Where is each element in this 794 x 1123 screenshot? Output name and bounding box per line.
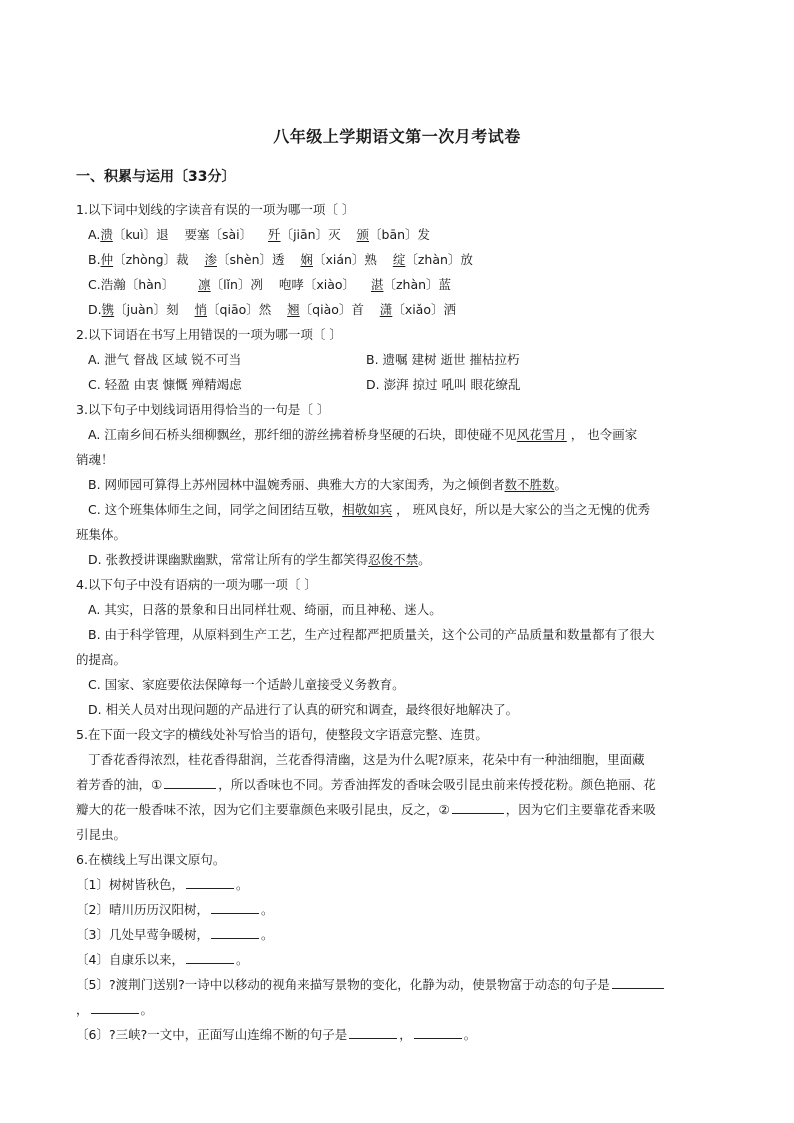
question-4-option-a: A. 其实，日落的景象和日出同样壮观、绮丽，而且神秘、迷人。: [88, 602, 442, 617]
question-4-option-b-cont: 的提高。: [76, 652, 127, 667]
answer-blank-6-3[interactable]: [211, 926, 259, 939]
question-6-item-6: 〔6〕?三峡?一文中，正面写山连绵不断的句子是 ， 。: [76, 1027, 477, 1042]
question-1-option-b: B.仲〔zhòng〕裁 渗〔shèn〕透 娴〔xián〕熟 绽〔zhàn〕放: [88, 252, 473, 267]
question-3-option-c: C. 这个班集体师生之间，同学之间团结互敬，相敬如宾 ， 班风良好，所以是大家公的当之无愧的优秀: [88, 502, 651, 517]
question-6-item-5: 〔5〕?渡荆门送别?一诗中以移动的视角来描写景物的变化，化静为动，使景物富于动态的句子是: [76, 976, 666, 994]
section-heading: 一、积累与运用〔33分〕: [76, 169, 236, 185]
question-4-option-d: D. 相关人员对出现问题的产品进行了认真的研究和调查，最终很好地解决了。: [88, 702, 519, 717]
question-4-stem: 4.以下句子中没有语病的一项为哪一项〔 〕: [76, 577, 317, 592]
answer-blank-6-2[interactable]: [211, 901, 259, 914]
page-title: 八年级上学期语文第一次月考试卷: [273, 127, 521, 146]
answer-blank-1[interactable]: [164, 776, 216, 789]
question-5-paragraph-line-2: 着芳香的油，① ，所以香味也不同。芳香油挥发的香味会吸引昆虫前来传授花粉。颜色艳丽、花: [76, 777, 656, 792]
question-5-stem: 5.在下面一段文字的横线处补写恰当的语句，使整段文字语意完整、连贯。: [76, 727, 488, 742]
question-2-option-c: C. 轻盈 由衷 慷慨 殚精竭虑: [88, 377, 242, 392]
question-1-stem: 1.以下词中划线的字读音有误的一项为哪一项〔 〕: [76, 202, 355, 217]
question-3-option-a: A. 江南乡间石桥头细柳飘丝，那纤细的游丝拂着桥身坚硬的石块，即使碰不见风花雪月 ， 也令画家: [88, 427, 638, 442]
answer-blank-6-1[interactable]: [186, 876, 234, 889]
answer-blank-6-6a[interactable]: [349, 1026, 397, 1039]
answer-blank-6-4[interactable]: [186, 951, 234, 964]
question-2-option-d: D. 澎湃 掠过 吼叫 眼花缭乱: [366, 377, 521, 392]
answer-blank-2[interactable]: [452, 801, 504, 814]
question-5-paragraph-line-1: 丁香花香得浓烈，桂花香得甜润，兰花香得清幽，这是为什么呢?原来，花朵中有一种油细胞，里面藏: [88, 752, 645, 767]
question-3-option-c-cont: 班集体。: [76, 527, 127, 542]
question-4-option-c: C. 国家、家庭要依法保障每一个适龄儿童接受义务教育。: [88, 677, 405, 692]
question-2-stem: 2.以下词语在书写上用错误的一项为哪一项〔 〕: [76, 327, 342, 342]
answer-blank-6-5b[interactable]: [91, 1001, 139, 1014]
question-2-option-b: B. 遗嘱 建树 逝世 摧枯拉朽: [366, 352, 520, 367]
question-2-option-a: A. 泄气 督战 区域 锐不可当: [88, 352, 242, 367]
question-6-item-4: 〔4〕自康乐以来， 。: [76, 952, 249, 967]
question-6-stem: 6.在横线上写出课文原句。: [76, 852, 226, 867]
question-5-paragraph-line-4: 引昆虫。: [76, 827, 127, 842]
question-3-option-d: D. 张教授讲课幽默幽默，常常让所有的学生都笑得忍俊不禁。: [88, 552, 431, 567]
answer-blank-6-6b[interactable]: [414, 1026, 462, 1039]
question-5-paragraph-line-3: 瓣大的花一般香味不浓，因为它们主要靠颜色来吸引昆虫，反之，② ，因为它们主要靠花香来吸: [76, 802, 656, 817]
question-6-item-3: 〔3〕几处早莺争暖树， 。: [76, 927, 274, 942]
answer-blank-6-5a[interactable]: [612, 976, 664, 989]
question-1-option-d: D.镌〔juàn〕刻 悄〔qiāo〕然 翘〔qiào〕首 潇〔xiǎo〕洒: [88, 302, 456, 317]
question-6-item-5-cont: ， 。: [76, 1002, 154, 1017]
question-3-stem: 3.以下句子中划线词语用得恰当的一句是〔 〕: [76, 402, 330, 417]
question-6-item-2: 〔2〕晴川历历汉阳树， 。: [76, 902, 274, 917]
question-4-option-b: B. 由于科学管理，从原料到生产工艺，生产过程都严把质量关，这个公司的产品质量和数量都有了很大: [88, 627, 655, 642]
question-6-item-1: 〔1〕树树皆秋色， 。: [76, 877, 249, 892]
question-3-option-a-cont: 销魂！: [76, 452, 114, 467]
question-3-option-b: B. 网师园可算得上苏州园林中温婉秀丽、典雅大方的大家闺秀，为之倾倒者数不胜数。: [88, 477, 568, 492]
question-1-option-c: C.浩瀚〔hàn〕 凛〔lǐn〕冽 咆哮〔xiào〕 湛〔zhàn〕蓝: [88, 277, 452, 292]
question-1-option-a: A.溃〔kuì〕退 要塞〔sài〕 歼〔jiān〕灭 颁〔bān〕发: [88, 227, 431, 242]
